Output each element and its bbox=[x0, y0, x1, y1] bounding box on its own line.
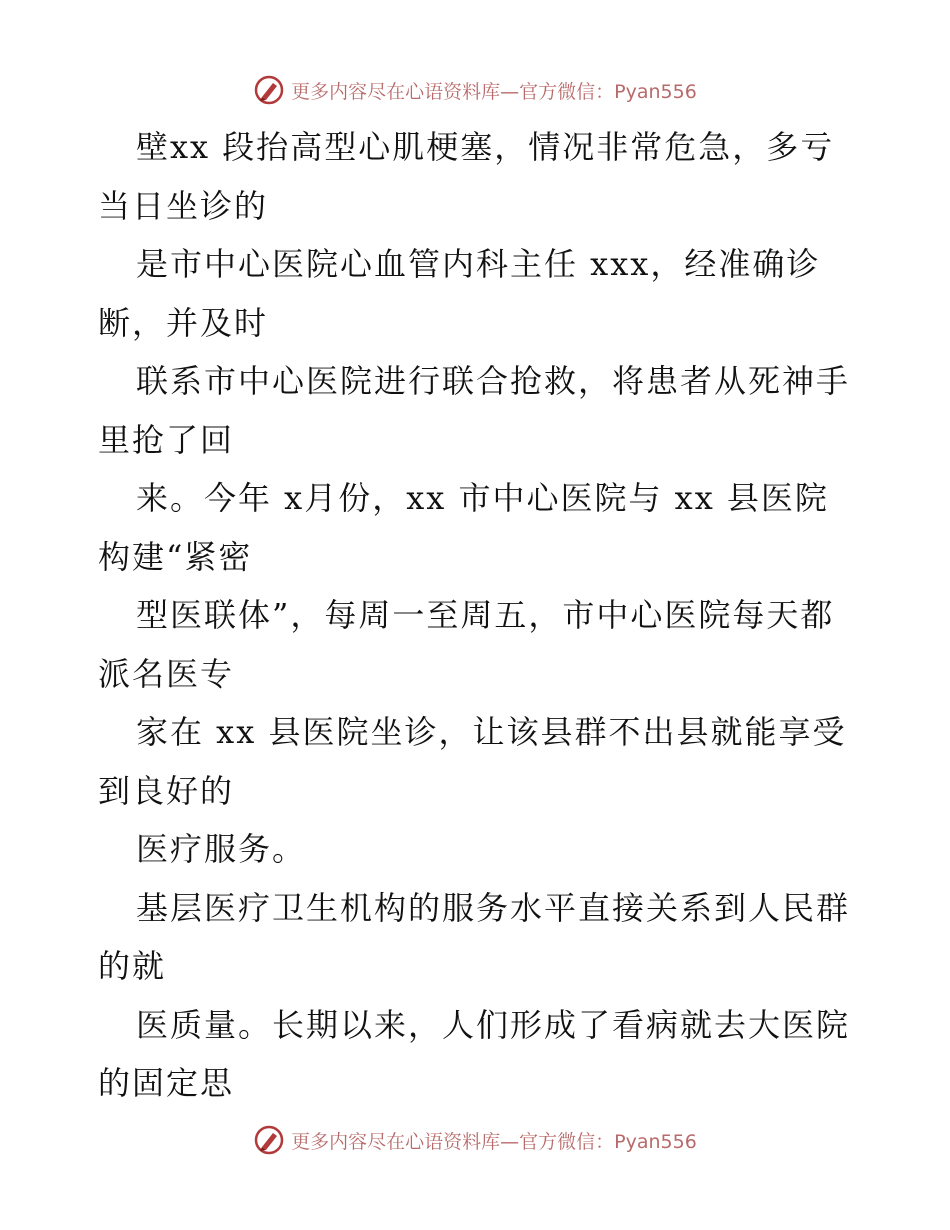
body-line: 家在 xx 县医院坐诊，让该县群不出县就能享受 bbox=[136, 713, 847, 751]
pen-logo-icon bbox=[253, 1124, 285, 1156]
body-line: 医质量。长期以来，人们形成了看病就去大医院 bbox=[136, 1005, 851, 1044]
body-line: 的固定思 bbox=[98, 1064, 235, 1102]
body-line: 派名医专 bbox=[98, 654, 235, 693]
body-line: 医疗服务。 bbox=[136, 830, 307, 868]
body-line: 里抢了回 bbox=[98, 420, 235, 459]
pen-logo-icon bbox=[253, 74, 285, 106]
body-line: 壁xx 段抬高型心肌梗塞，情况非常危急，多亏 bbox=[136, 128, 835, 166]
body-line: 是市中心医院心血管内科主任 xxx，经准确诊 bbox=[136, 245, 821, 283]
body-line: 联系市中心医院进行联合抢救，将患者从死神手 bbox=[136, 362, 851, 400]
body-line: 型医联体”，每周一至周五，市中心医院每天都 bbox=[136, 596, 835, 634]
header-banner-text: 更多内容尽在心语资料库—官方微信：Pyan556 bbox=[291, 80, 697, 103]
body-line: 基层医疗卫生机构的服务水平直接关系到人民群 bbox=[136, 888, 851, 927]
footer-banner bbox=[0, 1120, 950, 1160]
body-line: 的就 bbox=[98, 947, 167, 985]
header-banner bbox=[0, 70, 950, 110]
footer-banner-inner bbox=[253, 1124, 697, 1156]
footer-banner-text: 更多内容尽在心语资料库—官方微信：Pyan556 bbox=[291, 1130, 697, 1153]
body-line: 来。今年 x月份，xx 市中心医院与 xx 县医院 bbox=[136, 479, 829, 517]
body-line: 断，并及时 bbox=[98, 303, 269, 342]
header-banner-inner bbox=[253, 74, 697, 106]
document-body bbox=[98, 118, 858, 1113]
body-line: 到良好的 bbox=[98, 771, 235, 810]
body-line: 构建“紧密 bbox=[98, 537, 253, 576]
body-line: 当日坐诊的 bbox=[98, 186, 269, 225]
